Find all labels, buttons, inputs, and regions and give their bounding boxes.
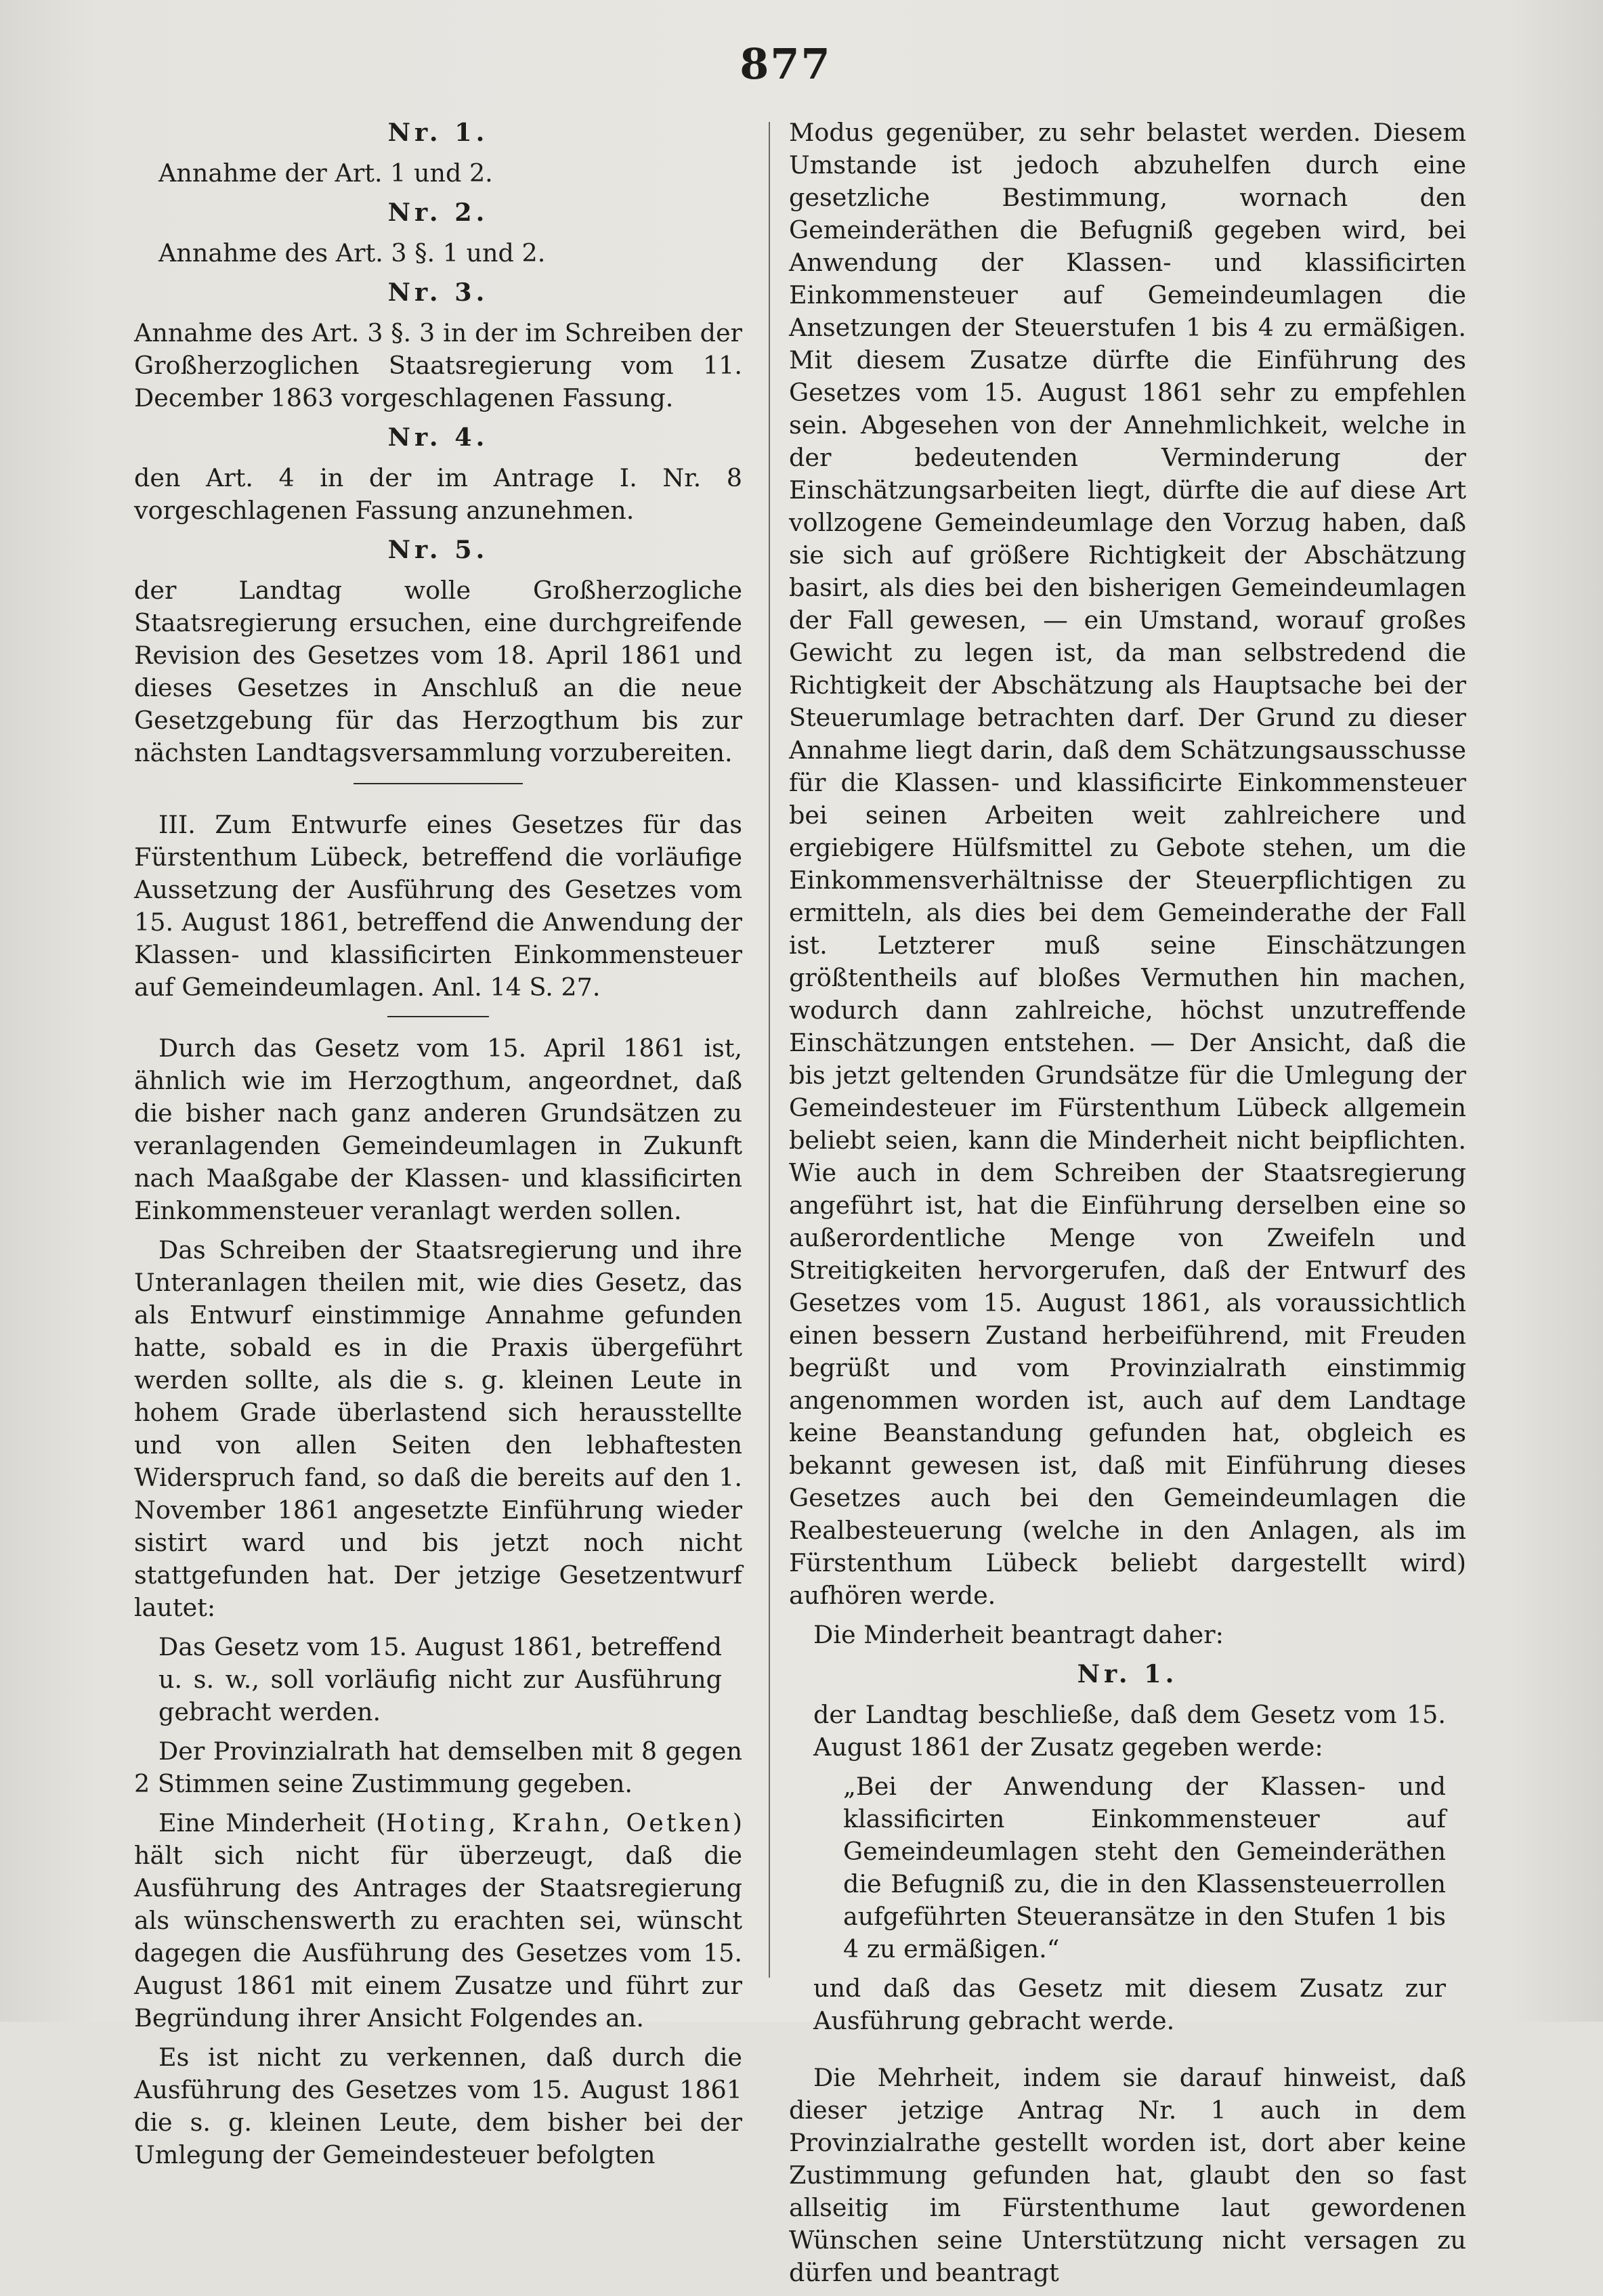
left-paragraph-3: Der Provinzialrath hat demselben mit 8 gegen 2 Stimmen seine Zustimmung gegeben. <box>134 1737 742 1798</box>
right-column <box>789 116 1466 2296</box>
title-separator <box>387 1016 489 1017</box>
left-paragraph-4 <box>134 1807 742 2035</box>
minority-intro: Eine Minderheit ( <box>158 1808 386 1837</box>
right-nr1-tail: und daß das Gesetz mit diesem Zusatz zur Ausführung gebracht werde. <box>813 1974 1446 2035</box>
left-paragraph-2: Das Schreiben der Staatsregierung und ihre Unteranlagen theilen mit, wie dies Gesetz, das als Entwurf einstimmige Annahme gefunden hatte, sobald es in die Praxis übergeführt werden sollte, als die s. g. kleinen Leute in hohem Grade überlastend sich herausstellte und von allen Seiten den lebhaftesten Widerspruch fand, so daß die bereits auf den 1. November 1861 angesetzte Einführung wieder sistirt ward und bis jetzt noch nicht stattgefunden hat. Der jetzige Gesetzentwurf lautet: <box>134 1235 742 1622</box>
left-nr5-heading: Nr. 5. <box>387 535 489 564</box>
left-nr4-text: den Art. 4 in der im Antrage I. Nr. 8 vorgeschlagenen Fassung anzunehmen. <box>134 463 742 525</box>
left-nr2-text: Annahme des Art. 3 §. 1 und 2. <box>158 238 546 268</box>
left-nr4-heading: Nr. 4. <box>387 423 489 452</box>
right-nr1-quote: „Bei der Anwendung der Klassen- und klassificirten Einkommensteuer auf Gemeindeumlagen steht den Gemeinderäthen die Befugniß zu, die in den Klassensteuerrollen aufgeführten Steueransätze in den Stufen 1 bis 4 zu ermäßigen.“ <box>843 1772 1446 1963</box>
left-column <box>134 116 742 2178</box>
right-paragraph-3: Die Mehrheit, indem sie darauf hinweist, daß dieser jetzige Antrag Nr. 1 auch in dem Provinzialrathe gestellt worden ist, dort aber keine Zustimmung gefunden hat, glaubt den so fast allseitig im Fürstenthume laut gewordenen Wünschen seine Unterstützung nicht versagen zu dürfen und beantragt <box>789 2063 1466 2287</box>
left-nr3-heading: Nr. 3. <box>387 278 489 307</box>
right-nr1-text: der Landtag beschließe, daß dem Gesetz vom 15. August 1861 der Zusatz gegeben werde: <box>813 1700 1446 1762</box>
left-paragraph-5: Es ist nicht zu verkennen, daß durch die Ausführung des Gesetzes vom 15. August 1861 die s. g. kleinen Leute, dem bisher bei der Umlegung der Gemeindesteuer befolgten <box>134 2043 742 2169</box>
left-nr1-text: Annahme der Art. 1 und 2. <box>158 158 493 188</box>
left-nr3-text: Annahme des Art. 3 §. 3 in der im Schreiben der Großherzoglichen Staatsregierung vom 11. December 1863 vorgeschlagenen Fassung. <box>134 318 742 412</box>
column-divider <box>769 122 770 1978</box>
paragraph-gap <box>789 2044 1466 2062</box>
right-paragraph-2: Die Minderheit beantragt daher: <box>813 1620 1224 1649</box>
minority-text: ) hält sich nicht für überzeugt, daß die Ausführung des Antrages der Staatsregierung als wünschenswerth zu erachten sei, wünscht dagegen die Ausführung des Gesetzes vom 15. August 1861 mit einem Zusatze und führt zur Begründung ihrer Ansicht Folgendes an. <box>134 1808 742 2033</box>
left-nr2-heading: Nr. 2. <box>387 198 489 227</box>
section-separator <box>354 783 523 784</box>
section-title: III. Zum Entwurfe eines Gesetzes für das Fürstenthum Lübeck, betreffend die vorläufige Aussetzung der Ausführung des Gesetzes vom 15. August 1861, betreffend die Anwendung der Klassen- und klassificirten Einkommensteuer auf Gemeindeumlagen. Anl. 14 S. 27. <box>134 810 742 1002</box>
page-number: 877 <box>740 39 832 89</box>
draft-law-quote: Das Gesetz vom 15. August 1861, betreffend u. s. w., soll vorläufig nicht zur Ausführung gebracht werden. <box>158 1632 722 1726</box>
right-paragraph-1: Modus gegenüber, zu sehr belastet werden. Diesem Umstande ist jedoch abzuhelfen durch eine gesetzliche Bestimmung, wornach den Gemeinderäthen die Befugniß gegeben wird, bei Anwendung der Klassen- und klassificirten Einkommensteuer auf Gemeindeumlagen die Ansetzungen der Steuerstufen 1 bis 4 zu ermäßigen. Mit diesem Zusatze dürfte die Einführung des Gesetzes vom 15. August 1861 sehr zu empfehlen sein. Abgesehen von der Annehmlichkeit, welche in der bedeutenden Verminderung der Einschätzungsarbeiten liegt, dürfte die auf diese Art vollzogene Gemeindeumlage den Vorzug haben, daß sie sich auf größere Richtigkeit der Abschätzung basirt, als dies bei den bisherigen Gemeindeumlagen der Fall gewesen, — ein Umstand, worauf großes Gewicht zu legen ist, da man selbstredend die Richtigkeit der Abschätzung als Hauptsache bei der Steuerumlage betrachten darf. Der Grund zu dieser Annahme liegt darin, daß dem Schätzungsausschusse für die Klassen- und klassificirte Einkommensteuer bei seinen Arbeiten weit zahlreichere und ergiebigere Hülfsmittel zu Gebote stehen, um die Einkommensverhältnisse der Steuerpflichtigen zu ermitteln, als dies bei dem Gemeinderathe der Fall ist. Letzterer muß seine Einschätzungen größtentheils auf bloßes Vermuthen hin machen, wodurch dann zahlreiche, höchst unzutreffende Einschätzungen entstehen. — Der Ansicht, daß die bis jetzt geltenden Grundsätze für die Umlegung der Gemeindesteuer im Fürstenthum Lübeck allgemein beliebt seien, kann die Minderheit nicht beipflichten. Wie auch in dem Schreiben der Staatsregierung angeführt ist, hat die Einführung derselben eine so außerordentliche Menge von Zweifeln und Streitigkeiten hervorgerufen, daß der Entwurf des Gesetzes vom 15. August 1861, als voraussichtlich einen bessern Zustand herbeiführend, mit Freuden begrüßt und vom Provinzialrath einstimmig angenommen worden ist, auch auf dem Landtage keine Beanstandung gefunden hat, obgleich es bekannt gewesen ist, daß mit Einführung dieses Gesetzes auch bei den Gemeindeumlagen die Realbesteuerung (welche in den Anlagen, als im Fürstenthum Lübeck beliebt dargestellt wird) aufhören werde. <box>789 118 1466 1610</box>
left-nr1-heading: Nr. 1. <box>387 118 489 147</box>
right-nr1-heading: Nr. 1. <box>1077 1659 1178 1688</box>
left-paragraph-1: Durch das Gesetz vom 15. April 1861 ist, ähnlich wie im Herzogthum, angeordnet, daß die bisher nach ganz anderen Grundsätzen zu veranlagenden Gemeindeumlagen in Zukunft nach Maaßgabe der Klassen- und klassificirten Einkommensteuer veranlagt werden sollen. <box>134 1034 742 1225</box>
left-nr5-text: der Landtag wolle Großherzogliche Staatsregierung ersuchen, eine durchgreifende Revision des Gesetzes vom 18. April 1861 und dieses Gesetzes in Anschluß an die neue Gesetzgebung für das Herzogthum bis zur nächsten Landtagsversammlung vorzubereiten. <box>134 576 742 767</box>
minority-names: Hoting, Krahn, Oetken <box>385 1808 733 1837</box>
